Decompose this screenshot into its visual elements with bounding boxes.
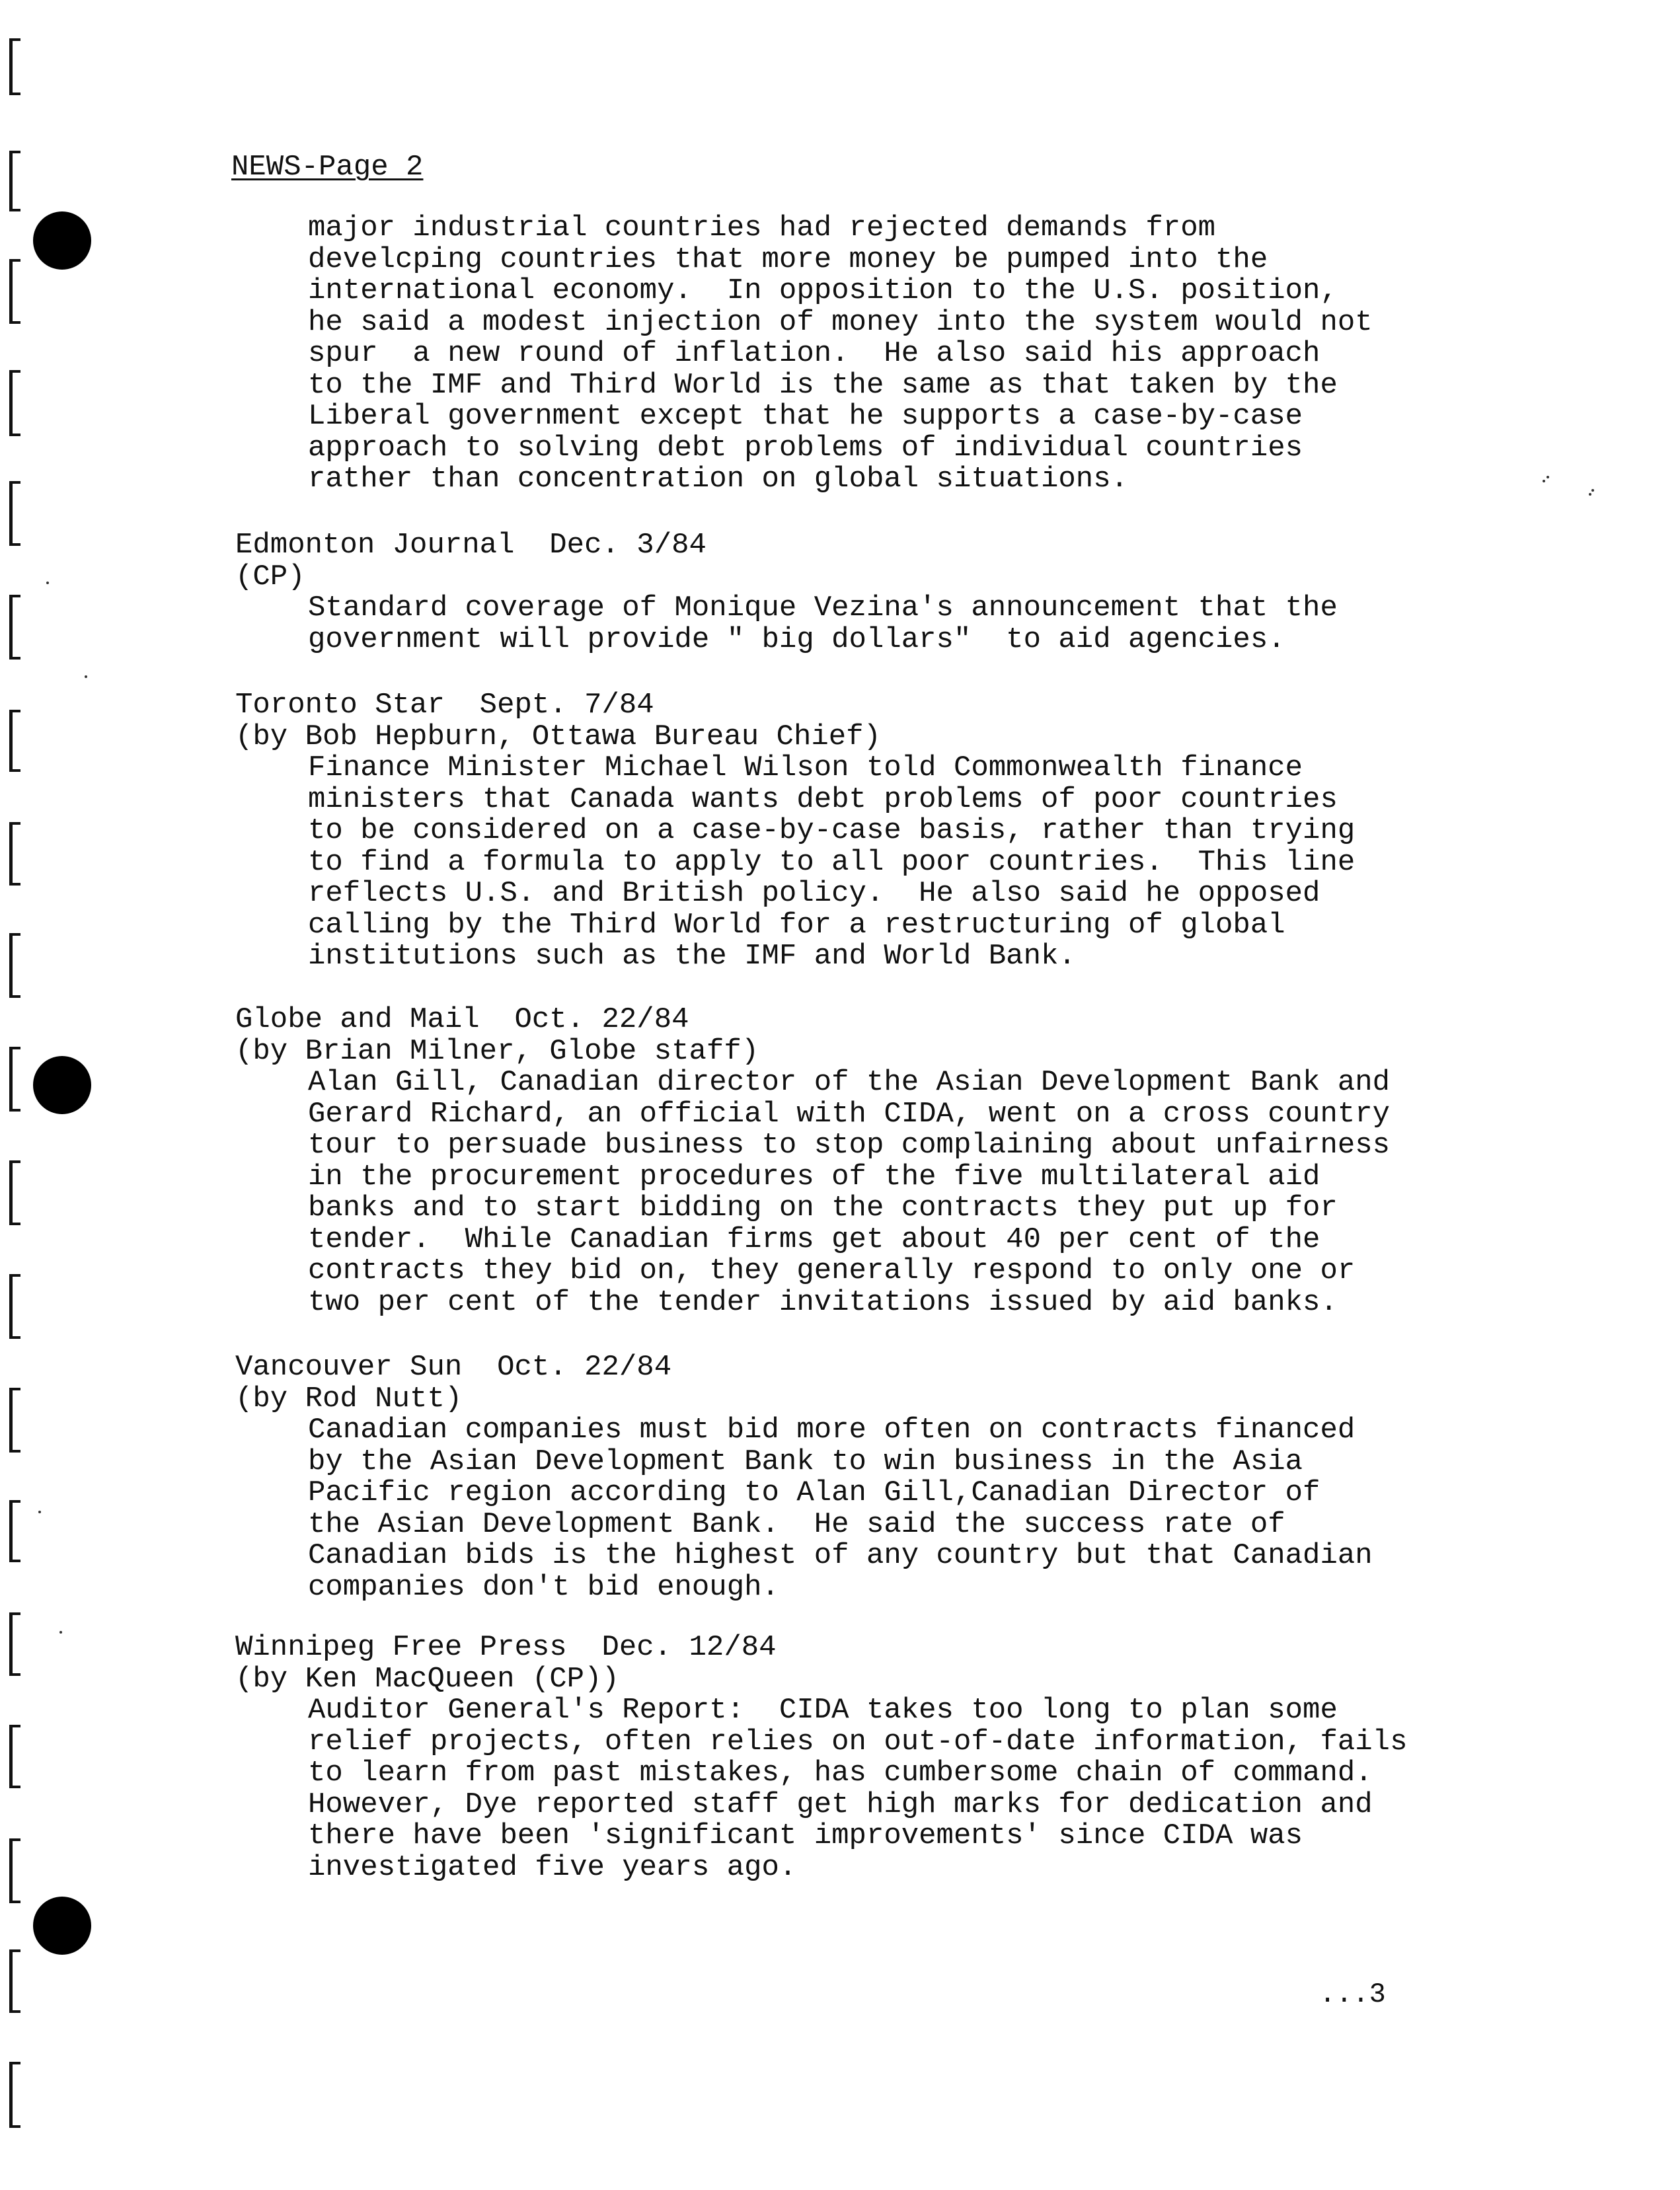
- punch-hole: [33, 1056, 91, 1114]
- binder-bracket: [9, 822, 20, 886]
- binder-bracket: [9, 1500, 20, 1562]
- news-source: Edmonton Journal Dec. 3/84: [235, 529, 706, 562]
- punch-hole: [33, 211, 91, 270]
- news-summary: Alan Gill, Canadian director of the Asian Development Bank and Gerard Richard, an official with CIDA, went on a cross country tour to persuade business to stop complaining about unfairness in the procurement procedures of the five multilateral aid banks and to start bidding on the contracts they put up for tender. While Canadian firms get about 40 per cent of the contracts they bid on, they generally respond to only one or two per cent of the tender invitations issued by aid banks.: [308, 1066, 1391, 1319]
- news-byline: (by Bob Hepburn, Ottawa Bureau Chief): [235, 720, 881, 753]
- scan-speck: [85, 675, 87, 678]
- scan-speck: [1591, 489, 1594, 492]
- news-byline: (by Brian Milner, Globe staff): [235, 1034, 759, 1068]
- news-byline: (by Ken MacQueen (CP)): [235, 1662, 619, 1696]
- binder-bracket: [9, 710, 20, 772]
- binder-bracket: [9, 595, 20, 660]
- binder-bracket: [9, 1047, 20, 1112]
- punch-hole: [33, 1897, 91, 1955]
- scan-speck: [59, 1631, 62, 1634]
- news-summary: Auditor General's Report: CIDA takes too long to plan some relief projects, often relies on out-of-date information, fails to learn from past mistakes, has cumbersome chain of command. However, Dye reported staff get high marks for dedication and there have been 'significant improvements' since CIDA was investigated five years ago.: [308, 1694, 1408, 1884]
- binder-bracket: [9, 1388, 20, 1453]
- news-source: Toronto Star Sept. 7/84: [235, 689, 654, 722]
- news-entry: [235, 1004, 1557, 1318]
- news-entry: [235, 530, 1557, 656]
- binder-bracket: [9, 259, 20, 324]
- binder-bracket: [9, 151, 20, 211]
- binder-bracket: [9, 481, 20, 546]
- news-summary: Finance Minister Michael Wilson told Commonwealth finance ministers that Canada wants debt problems of poor countries to be considered on a case-by-case basis, rather than trying to find a formula to apply to all poor countries. This line reflects U.S. and British policy. He also said he opposed calling by the Third World for a restructuring of global institutions such as the IMF and World Bank.: [308, 751, 1355, 973]
- binder-bracket: [9, 1612, 20, 1676]
- binder-bracket: [9, 933, 20, 998]
- scan-speck: [1589, 493, 1591, 496]
- page-header: NEWS-Page 2: [231, 151, 424, 184]
- binder-bracket: [9, 1725, 20, 1788]
- binder-bracket: [9, 1274, 20, 1339]
- binder-bracket: [9, 370, 20, 436]
- binder-bracket: [9, 38, 20, 95]
- news-byline: (CP): [235, 560, 305, 593]
- scan-speck: [38, 1511, 41, 1513]
- news-source: Winnipeg Free Press Dec. 12/84: [235, 1631, 777, 1664]
- news-source: Globe and Mail Oct. 22/84: [235, 1003, 689, 1036]
- news-entry: [235, 690, 1557, 973]
- news-source: Vancouver Sun Oct. 22/84: [235, 1351, 672, 1384]
- scan-speck: [46, 582, 49, 584]
- news-summary: Canadian companies must bid more often on contracts financed by the Asian Development Bank to win business in the Asia Pacific region according to Alan Gill,Canadian Director of the Asian Development Bank. He said the success rate of Canadian bids is the highest of any country but that Canadian companies don't bid enough.: [308, 1414, 1373, 1604]
- binder-bracket: [9, 2062, 20, 2128]
- continued-paragraph: major industrial countries had rejected demands from develcping countries that more money be pumped into the international economy. In opposition to the U.S. position, he said a modest injection of money into the system would not spur a new round of inflation. He also said his approach to the IMF and Third World is the same as that taken by the Liberal government except that he supports a case-by-case approach to solving debt problems of individual countries rather than concentration on global situations.: [308, 211, 1373, 496]
- binder-bracket: [9, 1160, 20, 1225]
- continued-marker: ...3: [1319, 1979, 1386, 2010]
- news-entry: [235, 1352, 1557, 1603]
- binder-bracket: [9, 1838, 20, 1903]
- news-byline: (by Rod Nutt): [235, 1382, 463, 1416]
- binder-bracket: [9, 1949, 20, 2013]
- news-summary: Standard coverage of Monique Vezina's announcement that the government will provide " big dollars" to aid agencies.: [308, 591, 1338, 656]
- news-entry: [235, 1632, 1557, 1883]
